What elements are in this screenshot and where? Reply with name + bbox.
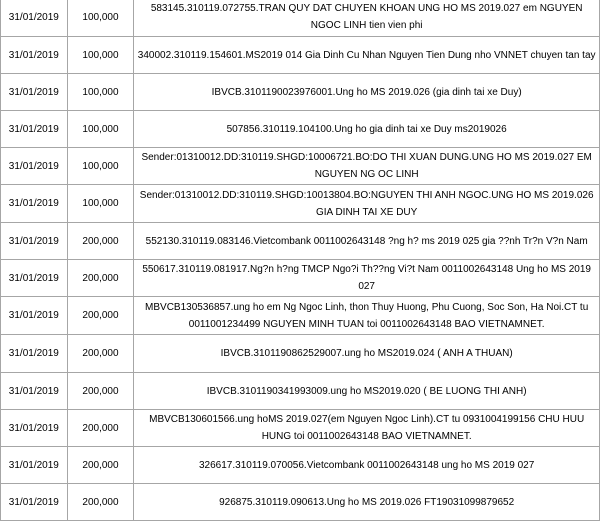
description-cell: IBVCB.3101190862529007.ung ho MS2019.024 ( ANH A THUAN) [134, 335, 600, 373]
date-cell: 31/01/2019 [1, 410, 68, 447]
description-cell: MBVCB130536857.ung ho em Ng Ngoc Linh, thon Thuy Huong, Phu Cuong, Soc Son, Ha Noi.CT tu 0011001234499 NGUYEN MINH TUAN toi 0011002643148 BAO VIETNAMNET. [134, 297, 600, 335]
description-cell: 326617.310119.070056.Vietcombank 0011002643148 ung ho MS 2019 027 [134, 447, 600, 484]
table-row [1, 410, 600, 447]
description-cell: 507856.310119.104100.Ung ho gia dinh tai xe Duy ms2019026 [134, 111, 600, 148]
date-cell: 31/01/2019 [1, 335, 68, 373]
amount-cell: 100,000 [67, 148, 134, 185]
date-cell: 31/01/2019 [1, 223, 68, 260]
table-row [1, 260, 600, 297]
amount-cell: 200,000 [67, 447, 134, 484]
date-cell: 31/01/2019 [1, 37, 68, 74]
date-cell: 31/01/2019 [1, 484, 68, 521]
date-cell: 31/01/2019 [1, 74, 68, 111]
description-cell: IBVCB.3101190341993009.ung ho MS2019.020 ( BE LUONG THI ANH) [134, 373, 600, 410]
table-row [1, 148, 600, 185]
description-cell: MBVCB130601566.ung hoMS 2019.027(em Nguyen Ngoc Linh).CT tu 0931004199156 CHU HUU HUNG toi 0011002643148 BAO VIETNAMNET. [134, 410, 600, 447]
description-cell: 550617.310119.081917.Ng?n h?ng TMCP Ngo?i Th??ng Vi?t Nam 0011002643148 Ung ho MS 2019 027 [134, 260, 600, 297]
date-cell: 31/01/2019 [1, 0, 68, 37]
table-row [1, 447, 600, 484]
amount-cell: 200,000 [67, 297, 134, 335]
date-cell: 31/01/2019 [1, 297, 68, 335]
amount-cell: 200,000 [67, 484, 134, 521]
amount-cell: 100,000 [67, 111, 134, 148]
description-cell: Sender:01310012.DD:310119.SHGD:10013804.BO:NGUYEN THI ANH NGOC.UNG HO MS 2019.026 GIA DINH TAI XE DUY [134, 185, 600, 223]
amount-cell: 100,000 [67, 185, 134, 223]
amount-cell: 200,000 [67, 260, 134, 297]
amount-cell: 100,000 [67, 74, 134, 111]
table-row [1, 37, 600, 74]
description-cell: Sender:01310012.DD:310119.SHGD:10006721.BO:DO THI XUAN DUNG.UNG HO MS 2019.027 EM NGUYEN NG OC LINH [134, 148, 600, 185]
date-cell: 31/01/2019 [1, 185, 68, 223]
amount-cell: 200,000 [67, 410, 134, 447]
table-row [1, 297, 600, 335]
description-cell: 340002.310119.154601.MS2019 014 Gia Dinh Cu Nhan Nguyen Tien Dung nho VNNET chuyen tan tay [134, 37, 600, 74]
table-body [1, 0, 600, 521]
date-cell: 31/01/2019 [1, 148, 68, 185]
amount-cell: 100,000 [67, 0, 134, 37]
amount-cell: 200,000 [67, 335, 134, 373]
amount-cell: 100,000 [67, 37, 134, 74]
description-cell: 552130.310119.083146.Vietcombank 0011002643148 ?ng h? ms 2019 025 gia ??nh Tr?n V?n Nam [134, 223, 600, 260]
amount-cell: 200,000 [67, 223, 134, 260]
date-cell: 31/01/2019 [1, 373, 68, 410]
date-cell: 31/01/2019 [1, 260, 68, 297]
table-row [1, 484, 600, 521]
date-cell: 31/01/2019 [1, 447, 68, 484]
description-cell: 583145.310119.072755.TRAN QUY DAT CHUYEN KHOAN UNG HO MS 2019.027 em NGUYEN NGOC LINH tien vien phi [134, 0, 600, 37]
date-cell: 31/01/2019 [1, 111, 68, 148]
table-row [1, 373, 600, 410]
description-cell: IBVCB.3101190023976001.Ung ho MS 2019.026 (gia dinh tai xe Duy) [134, 74, 600, 111]
amount-cell: 200,000 [67, 373, 134, 410]
table-row [1, 223, 600, 260]
table-row [1, 0, 600, 37]
description-cell: 926875.310119.090613.Ung ho MS 2019.026 FT19031099879652 [134, 484, 600, 521]
table-row [1, 74, 600, 111]
table-row [1, 335, 600, 373]
table-row [1, 111, 600, 148]
table-row [1, 185, 600, 223]
